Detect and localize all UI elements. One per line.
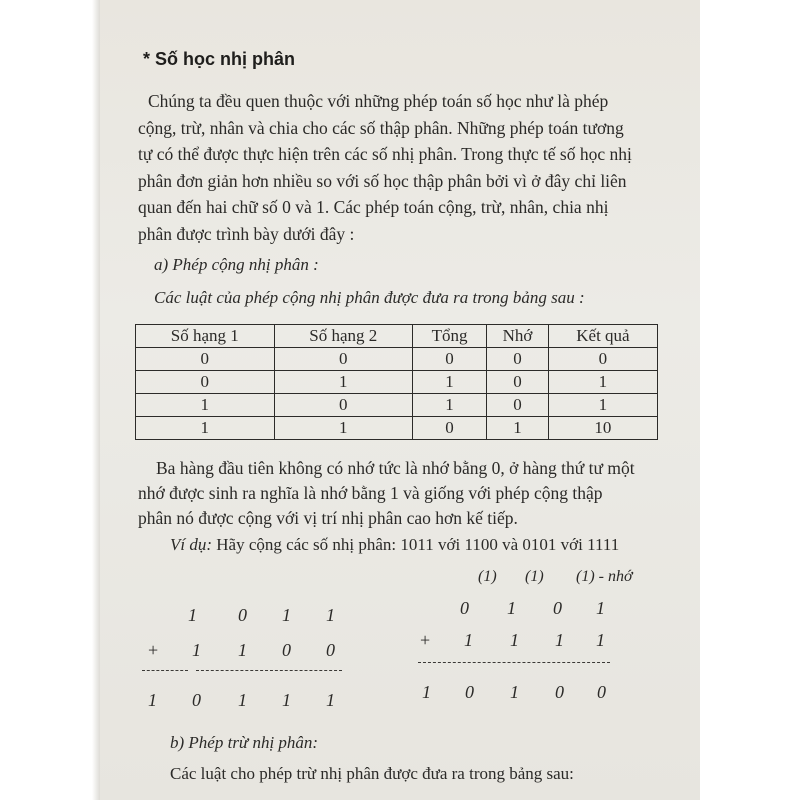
- calc1-result-digit: 1: [238, 690, 247, 710]
- table-cell: 1: [136, 417, 275, 440]
- calc2-divider: [418, 662, 610, 663]
- table-cell: 0: [136, 348, 275, 371]
- example-line: [170, 535, 619, 555]
- book-page: [100, 0, 700, 800]
- intro-paragraph: [138, 88, 658, 247]
- addition-rules-table: [135, 324, 658, 440]
- example-label: Ví dụ:: [170, 535, 213, 554]
- text-line: tự có thể được thực hiện trên các số nhị phân. Trong thực tế số học nhị: [138, 144, 632, 164]
- table-cell: 0: [136, 371, 275, 394]
- calc2-result-digit: 0: [597, 682, 606, 702]
- calc1-divider: [142, 670, 188, 671]
- table-cell: 1: [413, 394, 487, 417]
- calc1-top-digit: 1: [188, 605, 197, 625]
- calc2-top-digit: 0: [460, 598, 469, 618]
- calc1-result-digit: 1: [148, 690, 157, 710]
- calc2-top-digit: 1: [596, 598, 605, 618]
- calc2-top-digit: 1: [507, 598, 516, 618]
- calc1-top-digit: 1: [326, 605, 335, 625]
- calc2-bottom-digit: 1: [555, 630, 564, 650]
- calc1-bottom-digit: 0: [282, 640, 291, 660]
- calc2-result-digit: 1: [510, 682, 519, 702]
- calc1-bottom-digit: 1: [238, 640, 247, 660]
- calc2-bottom-digit: 1: [510, 630, 519, 650]
- table-cell: 0: [487, 348, 549, 371]
- table-row: [136, 371, 658, 394]
- subsection-b-title: b) Phép trừ nhị phân:: [170, 733, 319, 752]
- table-cell: 1: [136, 394, 275, 417]
- column-header: Nhớ: [487, 325, 549, 348]
- calc2-carry: (1): [478, 568, 497, 585]
- text-line: Ba hàng đầu tiên không có nhớ tức là nhớ bằng 0, ở hàng thứ tư một: [156, 458, 635, 478]
- calc1-divider: [196, 670, 342, 671]
- table-row: [136, 348, 658, 371]
- calc1-result-digit: 0: [192, 690, 201, 710]
- text-line: phân nó được cộng với vị trí nhị phân cao hơn kế tiếp.: [138, 508, 518, 528]
- subtraction-rules-intro: Các luật cho phép trừ nhị phân được đưa ra trong bảng sau:: [170, 764, 574, 783]
- calc1-result-digit: 1: [326, 690, 335, 710]
- table-cell: 0: [487, 371, 549, 394]
- calc1-bottom-digit: 0: [326, 640, 335, 660]
- calc1-result-digit: 1: [282, 690, 291, 710]
- column-header: Kết quả: [548, 325, 657, 348]
- table-row: [136, 394, 658, 417]
- calc1-top-digit: 0: [238, 605, 247, 625]
- text-line: nhớ được sinh ra nghĩa là nhớ bằng 1 và giống với phép cộng thập: [138, 483, 603, 503]
- text-line: cộng, trừ, nhân và chia cho các số thập phân. Những phép toán tương: [138, 117, 624, 138]
- text-line: phân đơn giản hơn nhiều so với số học thập phân bởi vì ở đây chỉ liên: [138, 170, 627, 191]
- table-cell: 0: [548, 348, 657, 371]
- table-cell: 1: [548, 371, 657, 394]
- text-line: Chúng ta đều quen thuộc với những phép toán số học như là phép: [148, 91, 609, 111]
- table-header-row: [136, 325, 658, 348]
- calc2-bottom-digit: 1: [464, 630, 473, 650]
- column-header: Số hạng 2: [274, 325, 413, 348]
- subsection-a-title: a) Phép cộng nhị phân :: [154, 255, 319, 274]
- calc2-result-digit: 1: [422, 682, 431, 702]
- table-cell: 0: [487, 394, 549, 417]
- table-cell: 1: [548, 394, 657, 417]
- table-cell: 1: [413, 371, 487, 394]
- calc2-result-digit: 0: [555, 682, 564, 702]
- calc2-result-digit: 0: [465, 682, 474, 702]
- table-cell: 1: [274, 417, 413, 440]
- table-cell: 0: [274, 394, 413, 417]
- addition-rules-intro: Các luật của phép cộng nhị phân được đưa ra trong bảng sau :: [154, 288, 585, 307]
- table-cell: 10: [548, 417, 657, 440]
- table-cell: 0: [413, 348, 487, 371]
- section-heading: * Số học nhị phân: [143, 49, 295, 69]
- text-line: quan đến hai chữ số 0 và 1. Các phép toán cộng, trừ, nhân, chia nhị: [138, 197, 609, 217]
- calc2-top-digit: 0: [553, 598, 562, 618]
- table-cell: 1: [487, 417, 549, 440]
- calc1-bottom-digit: 1: [192, 640, 201, 660]
- table-cell: 0: [274, 348, 413, 371]
- column-header: Số hạng 1: [136, 325, 275, 348]
- example-text: Hãy cộng các số nhị phân: 1011 với 1100 và 0101 với 1111: [212, 535, 620, 554]
- table-cell: 1: [274, 371, 413, 394]
- carry-explanation: [138, 456, 658, 531]
- calc2-carry: (1): [525, 568, 544, 585]
- text-line: phân được trình bày dưới đây :: [138, 223, 355, 244]
- calc2-plus-sign: +: [420, 630, 431, 650]
- calc1-top-digit: 1: [282, 605, 291, 625]
- column-header: Tổng: [413, 325, 487, 348]
- calc1-plus-sign: +: [148, 640, 159, 660]
- table-row: [136, 417, 658, 440]
- calc2-bottom-digit: 1: [596, 630, 605, 650]
- calc2-carry: (1) - nhớ: [576, 568, 633, 585]
- table-cell: 0: [413, 417, 487, 440]
